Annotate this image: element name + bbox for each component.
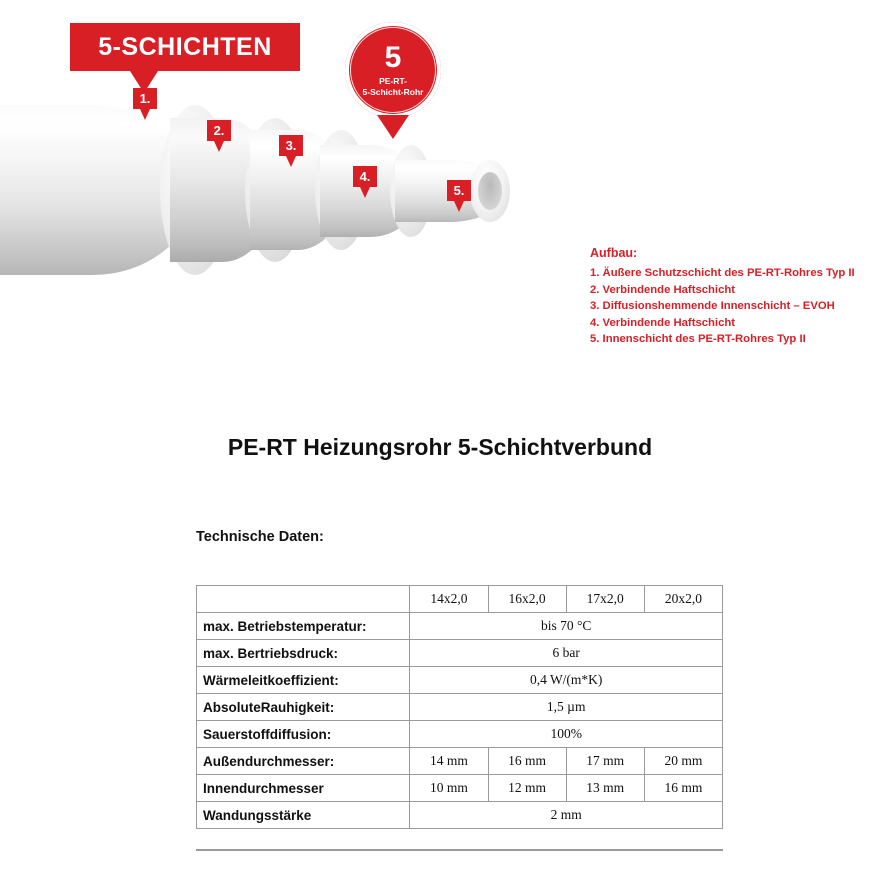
callout-flag-2: [207, 120, 231, 141]
banner-5-schichten: [70, 23, 300, 71]
row-label-sauerstoffdiffusion: Sauerstoffdiffusion:: [197, 721, 410, 748]
table-row: [197, 748, 723, 775]
callout-flag-1-label: 1.: [139, 91, 151, 106]
aufbau-legend: [590, 246, 875, 348]
callout-flag-3-tail-icon: [286, 156, 296, 167]
callout-flag-5: [447, 180, 471, 201]
row-value-aussendurchmesser-4: 20 mm: [644, 748, 722, 775]
row-value-innendurchmesser-1: 10 mm: [410, 775, 488, 802]
technical-data-label: Technische Daten:: [196, 529, 324, 545]
table-row: [197, 694, 723, 721]
row-label-innendurchmesser: Innendurchmesser: [197, 775, 410, 802]
row-value-sauerstoffdiffusion: 100%: [410, 721, 723, 748]
row-label-betriebsdruck: max. Bertriebsdruck:: [197, 640, 410, 667]
row-value-innendurchmesser-2: 12 mm: [488, 775, 566, 802]
aufbau-item-3: 3. Diffusionshemmende Innenschicht – EVOH: [590, 300, 835, 313]
aufbau-item-2: 2. Verbindende Haftschicht: [590, 283, 736, 296]
row-label-wandungsstaerke: Wandungsstärke: [197, 802, 410, 829]
table-row: [197, 721, 723, 748]
technical-data-table: [196, 585, 723, 829]
header-cell-blank: [197, 586, 410, 613]
badge-5-schicht-rohr: [345, 22, 441, 118]
technical-data-table-wrapper: [196, 585, 723, 829]
row-value-aussendurchmesser-3: 17 mm: [566, 748, 644, 775]
pipe-bore-inner: [478, 172, 502, 210]
badge-line2: 5-Schicht-Rohr: [362, 86, 424, 97]
row-label-aussendurchmesser: Außendurchmesser:: [197, 748, 410, 775]
banner-label: 5-SCHICHTEN: [98, 32, 272, 61]
row-value-aussendurchmesser-1: 14 mm: [410, 748, 488, 775]
row-value-waermeleitkoeffizient: 0,4 W/(m*K): [410, 667, 723, 694]
callout-flag-2-label: 2.: [213, 123, 225, 138]
row-value-innendurchmesser-3: 13 mm: [566, 775, 644, 802]
callout-flag-2-tail-icon: [214, 141, 224, 152]
aufbau-item-1: 1. Äußere Schutzschicht des PE-RT-Rohres Typ II: [590, 267, 855, 279]
badge-tail-icon: [377, 115, 409, 139]
badge-line1: PE-RT-: [379, 75, 407, 86]
header-cell-size-1: 14x2,0: [410, 586, 488, 613]
callout-flag-5-label: 5.: [453, 183, 465, 198]
table-row: [197, 613, 723, 640]
callout-flag-1-tail-icon: [140, 109, 150, 120]
aufbau-title: Aufbau:: [590, 246, 638, 260]
row-value-innendurchmesser-4: 16 mm: [644, 775, 722, 802]
row-label-betriebstemperatur: max. Betriebstemperatur:: [197, 613, 410, 640]
row-value-wandungsstaerke: 2 mm: [410, 802, 723, 829]
table-row: [197, 667, 723, 694]
callout-flag-4-label: 4.: [359, 169, 371, 184]
row-label-rauhigkeit: AbsoluteRauhigkeit:: [197, 694, 410, 721]
aufbau-item-5: 5. Innenschicht des PE-RT-Rohres Typ II: [590, 333, 806, 346]
table-header-row: [197, 586, 723, 613]
aufbau-item-4: 4. Verbindende Haftschicht: [590, 316, 736, 329]
callout-flag-4: [353, 166, 377, 187]
badge-number: 5: [384, 40, 402, 74]
page-title: PE-RT Heizungsrohr 5-Schichtverbund: [227, 434, 653, 460]
row-value-betriebsdruck: 6 bar: [410, 640, 723, 667]
badge-inner-ring: [350, 27, 436, 113]
row-value-rauhigkeit: 1,5 µm: [410, 694, 723, 721]
header-cell-size-3: 17x2,0: [566, 586, 644, 613]
row-label-waermeleitkoeffizient: Wärmeleitkoeffizient:: [197, 667, 410, 694]
row-value-betriebstemperatur: bis 70 °C: [410, 613, 723, 640]
pipe-illustration: [0, 0, 880, 400]
table-row: [197, 640, 723, 667]
callout-flag-1: [133, 88, 157, 109]
callout-flag-3-label: 3.: [285, 138, 297, 153]
header-cell-size-4: 20x2,0: [644, 586, 722, 613]
row-value-aussendurchmesser-2: 16 mm: [488, 748, 566, 775]
header-cell-size-2: 16x2,0: [488, 586, 566, 613]
callout-flag-5-tail-icon: [454, 201, 464, 212]
table-bottom-rule: [196, 849, 723, 851]
table-row: [197, 802, 723, 829]
table-row: [197, 775, 723, 802]
callout-flag-4-tail-icon: [360, 187, 370, 198]
callout-flag-3: [279, 135, 303, 156]
